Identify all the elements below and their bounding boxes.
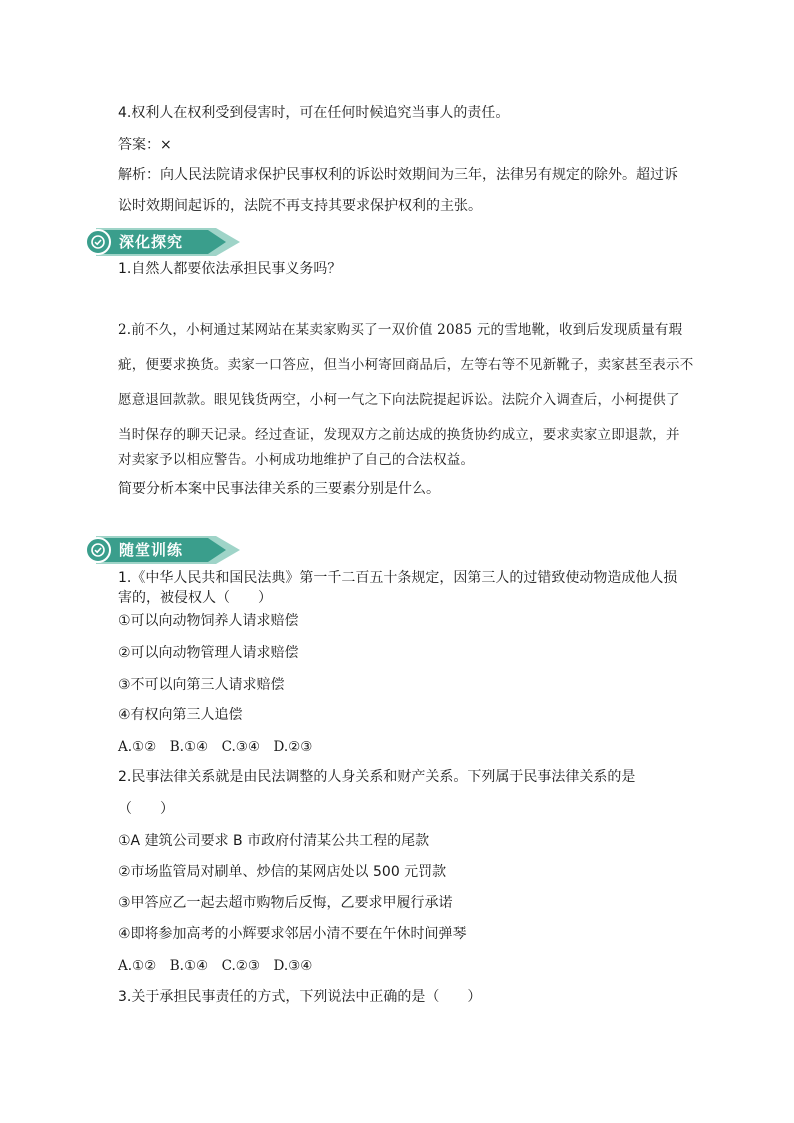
question-4: 4.权利人在权利受到侵害时，可在任何时候追究当事人的责任。 [118,105,510,121]
practice-question-3: 3.关于承担民事责任的方式，下列说法中正确的是（ ） [118,989,482,1005]
case-line-1: 2.前不久，小柯通过某网站在某卖家购买了一双价值 2085 元的雪地靴，收到后发现质量有瑕 [118,322,683,338]
answer: 答案：× [118,137,172,153]
practice-question-2-line-1: 2.民事法律关系就是由民法调整的人身关系和财产关系。下列属于民事法律关系的是 [118,769,636,785]
case-line-3: 愿意退回款款。眼见钱货两空，小柯一气之下向法院提起诉讼。法院介入调查后，小柯提供了 [118,392,680,408]
check-circle-icon [90,542,106,558]
q1-option-3: ③不可以向第三人请求赔偿 [118,677,285,693]
section-banner-practice [86,533,246,567]
check-circle-icon [90,234,106,250]
practice-question-2-line-2: （ ） [118,801,174,817]
banner-title: 深化探究 [119,233,184,251]
q1-option-1: ①可以向动物饲养人请求赔偿 [118,613,299,629]
deep-question-1: 1.自然人都要依法承担民事义务吗？ [118,261,342,277]
q2-choices: A.①② B.①④ C.②③ D.③④ [118,958,313,974]
practice-question-1: 1.《中华人民共和国民法典》第一千二百五十条规定，因第三人的过错致使动物造成他人损害的，被侵权人（ ） [118,570,678,606]
analysis-line-2: 讼时效期间起诉的，法院不再支持其要求保护权利的主张。 [118,198,482,214]
section-banner-deep [86,225,246,259]
deep-question-2-ask: 简要分析本案中民事法律关系的三要素分别是什么。 [118,481,440,497]
q1-option-2: ②可以向动物管理人请求赔偿 [118,645,299,661]
banner-title: 随堂训练 [119,541,184,559]
q2-option-4: ④即将参加高考的小辉要求邻居小清不要在午休时间弹琴 [118,926,467,942]
q2-option-1: ①A 建筑公司要求 B 市政府付清某公共工程的尾款 [118,833,430,849]
analysis-line-1: 解析：向人民法院请求保护民事权利的诉讼时效期间为三年，法律另有规定的除外。超过诉 [118,167,678,183]
case-line-2: 疵，便要求换货。卖家一口答应，但当小柯寄回商品后，左等右等不见新靴子，卖家甚至表示不 [118,357,694,373]
case-line-5: 对卖家予以相应警告。小柯成功地维护了自己的合法权益。 [118,452,475,468]
case-line-4: 当时保存的聊天记录。经过查证，发现双方之前达成的换货协约成立，要求卖家立即退款，并 [118,427,680,443]
q2-option-2: ②市场监管局对刷单、炒信的某网店处以 500 元罚款 [118,864,447,880]
q2-option-3: ③甲答应乙一起去超市购物后反悔，乙要求甲履行承诺 [118,895,453,911]
q1-choices: A.①② B.①④ C.③④ D.②③ [118,739,313,755]
q1-option-4: ④有权向第三人追偿 [118,707,243,723]
